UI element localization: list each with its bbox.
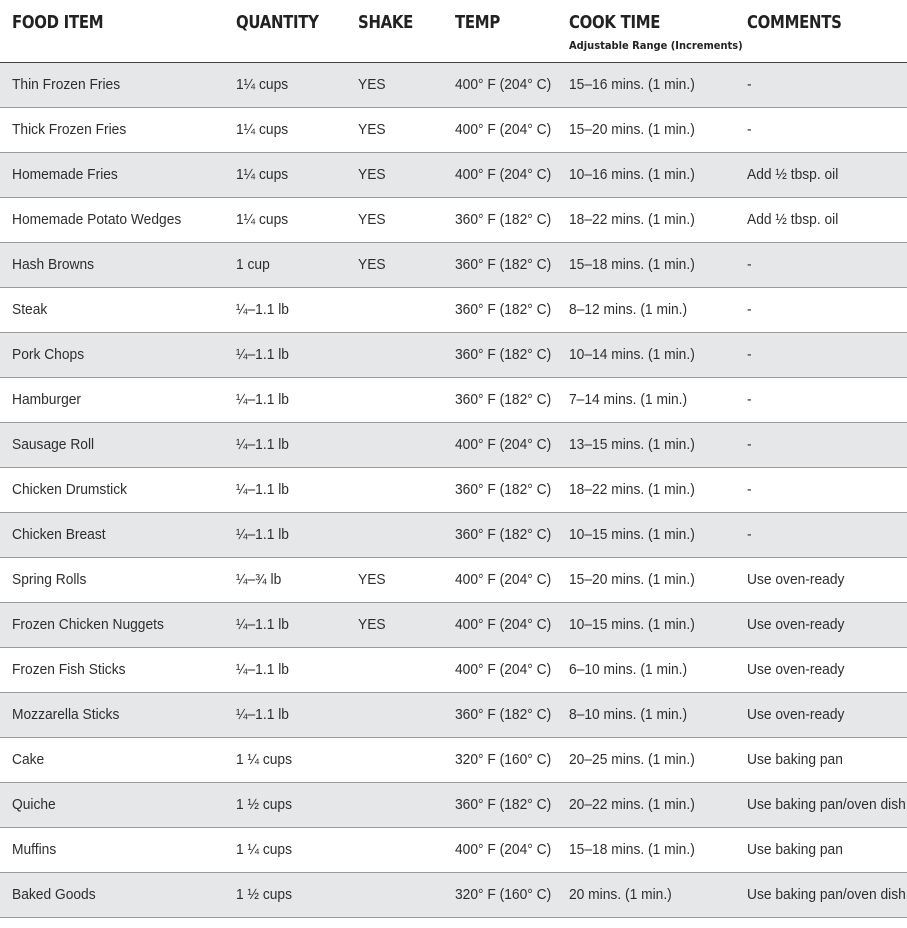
table-row bbox=[0, 828, 907, 873]
cook-time-cell: 7–14 mins. (1 min.) bbox=[569, 391, 688, 408]
header-temp: TEMP bbox=[455, 12, 500, 33]
quantity-cell: 1¼ cups bbox=[236, 121, 289, 138]
comments-cell: - bbox=[747, 391, 752, 408]
food-item-cell: Homemade Potato Wedges bbox=[12, 211, 182, 228]
temp-cell: 400° F (204° C) bbox=[455, 166, 552, 183]
temp-cell: 400° F (204° C) bbox=[455, 841, 552, 858]
cook-time-cell: 6–10 mins. (1 min.) bbox=[569, 661, 688, 678]
cook-time-cell: 15–20 mins. (1 min.) bbox=[569, 121, 695, 138]
comments-cell: Use baking pan/oven dish bbox=[747, 886, 906, 903]
temp-cell: 320° F (160° C) bbox=[455, 751, 552, 768]
cook-time-cell: 20–25 mins. (1 min.) bbox=[569, 751, 695, 768]
quantity-cell: ¼–1.1 lb bbox=[236, 526, 289, 543]
shake-cell: YES bbox=[358, 256, 386, 273]
shake-cell: YES bbox=[358, 121, 386, 138]
table-row bbox=[0, 108, 907, 153]
cook-time-cell: 20–22 mins. (1 min.) bbox=[569, 796, 695, 813]
food-item-cell: Sausage Roll bbox=[12, 436, 95, 453]
food-item-cell: Mozzarella Sticks bbox=[12, 706, 120, 723]
cook-time-cell: 15–20 mins. (1 min.) bbox=[569, 571, 695, 588]
shake-cell: YES bbox=[358, 616, 386, 633]
temp-cell: 400° F (204° C) bbox=[455, 616, 552, 633]
quantity-cell: 1 ½ cups bbox=[236, 796, 293, 813]
comments-cell: - bbox=[747, 121, 752, 138]
cook-time-cell: 10–14 mins. (1 min.) bbox=[569, 346, 695, 363]
food-item-cell: Homemade Fries bbox=[12, 166, 118, 183]
header-comments: COMMENTS bbox=[747, 12, 842, 33]
table-row bbox=[0, 603, 907, 648]
quantity-cell: ¼–¾ lb bbox=[236, 571, 282, 588]
comments-cell: - bbox=[747, 346, 752, 363]
temp-cell: 360° F (182° C) bbox=[455, 256, 552, 273]
shake-cell: YES bbox=[358, 571, 386, 588]
cook-time-cell: 18–22 mins. (1 min.) bbox=[569, 211, 695, 228]
header-cook-time: COOK TIME bbox=[569, 12, 661, 33]
quantity-cell: ¼–1.1 lb bbox=[236, 616, 289, 633]
food-item-cell: Frozen Fish Sticks bbox=[12, 661, 126, 678]
comments-cell: - bbox=[747, 256, 752, 273]
food-item-cell: Hash Browns bbox=[12, 256, 95, 273]
cook-time-cell: 20 mins. (1 min.) bbox=[569, 886, 672, 903]
header-quantity: QUANTITY bbox=[236, 12, 319, 33]
food-item-cell: Pork Chops bbox=[12, 346, 85, 363]
comments-cell: Use baking pan/oven dish bbox=[747, 796, 906, 813]
temp-cell: 400° F (204° C) bbox=[455, 571, 552, 588]
table-row bbox=[0, 513, 907, 558]
food-item-cell: Spring Rolls bbox=[12, 571, 87, 588]
food-item-cell: Chicken Breast bbox=[12, 526, 106, 543]
temp-cell: 360° F (182° C) bbox=[455, 211, 552, 228]
cook-time-cell: 10–16 mins. (1 min.) bbox=[569, 166, 695, 183]
table-row bbox=[0, 468, 907, 513]
cook-time-cell: 8–12 mins. (1 min.) bbox=[569, 301, 688, 318]
table-row bbox=[0, 243, 907, 288]
table-row bbox=[0, 63, 907, 108]
table-row bbox=[0, 288, 907, 333]
table-row bbox=[0, 873, 907, 918]
temp-cell: 360° F (182° C) bbox=[455, 796, 552, 813]
temp-cell: 360° F (182° C) bbox=[455, 301, 552, 318]
shake-cell: YES bbox=[358, 76, 386, 93]
food-item-cell: Frozen Chicken Nuggets bbox=[12, 616, 164, 633]
table-header bbox=[0, 0, 907, 62]
food-item-cell: Thin Frozen Fries bbox=[12, 76, 121, 93]
table-row bbox=[0, 198, 907, 243]
table-row bbox=[0, 783, 907, 828]
table-row bbox=[0, 333, 907, 378]
food-item-cell: Baked Goods bbox=[12, 886, 96, 903]
quantity-cell: ¼–1.1 lb bbox=[236, 706, 289, 723]
cook-time-cell: 15–16 mins. (1 min.) bbox=[569, 76, 695, 93]
quantity-cell: 1 ½ cups bbox=[236, 886, 293, 903]
cook-time-cell: 10–15 mins. (1 min.) bbox=[569, 526, 695, 543]
food-item-cell: Chicken Drumstick bbox=[12, 481, 128, 498]
comments-cell: - bbox=[747, 76, 752, 93]
comments-cell: - bbox=[747, 526, 752, 543]
quantity-cell: ¼–1.1 lb bbox=[236, 481, 289, 498]
quantity-cell: 1 ¼ cups bbox=[236, 751, 293, 768]
comments-cell: Use oven-ready bbox=[747, 706, 845, 723]
table-row bbox=[0, 738, 907, 783]
temp-cell: 400° F (204° C) bbox=[455, 121, 552, 138]
comments-cell: - bbox=[747, 436, 752, 453]
comments-cell: Use oven-ready bbox=[747, 571, 845, 588]
table-row bbox=[0, 648, 907, 693]
food-item-cell: Quiche bbox=[12, 796, 56, 813]
table-row bbox=[0, 378, 907, 423]
shake-cell: YES bbox=[358, 166, 386, 183]
quantity-cell: ¼–1.1 lb bbox=[236, 391, 289, 408]
quantity-cell: 1¼ cups bbox=[236, 166, 289, 183]
temp-cell: 360° F (182° C) bbox=[455, 706, 552, 723]
comments-cell: - bbox=[747, 301, 752, 318]
comments-cell: Use baking pan bbox=[747, 841, 843, 858]
food-item-cell: Thick Frozen Fries bbox=[12, 121, 127, 138]
table-row bbox=[0, 153, 907, 198]
temp-cell: 320° F (160° C) bbox=[455, 886, 552, 903]
cook-time-cell: 15–18 mins. (1 min.) bbox=[569, 256, 695, 273]
comments-cell: Add ½ tbsp. oil bbox=[747, 211, 839, 228]
comments-cell: - bbox=[747, 481, 752, 498]
quantity-cell: 1¼ cups bbox=[236, 76, 289, 93]
table-body bbox=[0, 63, 907, 918]
comments-cell: Use oven-ready bbox=[747, 661, 845, 678]
table-row bbox=[0, 423, 907, 468]
temp-cell: 360° F (182° C) bbox=[455, 481, 552, 498]
cook-time-cell: 15–18 mins. (1 min.) bbox=[569, 841, 695, 858]
shake-cell: YES bbox=[358, 211, 386, 228]
temp-cell: 400° F (204° C) bbox=[455, 436, 552, 453]
quantity-cell: 1 cup bbox=[236, 256, 270, 273]
cook-time-cell: 8–10 mins. (1 min.) bbox=[569, 706, 688, 723]
cook-time-cell: 18–22 mins. (1 min.) bbox=[569, 481, 695, 498]
table-row bbox=[0, 558, 907, 603]
quantity-cell: ¼–1.1 lb bbox=[236, 301, 289, 318]
comments-cell: Add ½ tbsp. oil bbox=[747, 166, 839, 183]
food-item-cell: Muffins bbox=[12, 841, 57, 858]
table-row bbox=[0, 693, 907, 738]
quantity-cell: 1 ¼ cups bbox=[236, 841, 293, 858]
temp-cell: 360° F (182° C) bbox=[455, 346, 552, 363]
temp-cell: 400° F (204° C) bbox=[455, 661, 552, 678]
comments-cell: Use baking pan bbox=[747, 751, 843, 768]
quantity-cell: ¼–1.1 lb bbox=[236, 436, 289, 453]
temp-cell: 400° F (204° C) bbox=[455, 76, 552, 93]
cook-time-cell: 10–15 mins. (1 min.) bbox=[569, 616, 695, 633]
comments-cell: Use oven-ready bbox=[747, 616, 845, 633]
quantity-cell: ¼–1.1 lb bbox=[236, 346, 289, 363]
temp-cell: 360° F (182° C) bbox=[455, 391, 552, 408]
food-item-cell: Hamburger bbox=[12, 391, 82, 408]
header-cook-time-subtitle: Adjustable Range (Increments) bbox=[569, 39, 743, 52]
cook-time-cell: 13–15 mins. (1 min.) bbox=[569, 436, 695, 453]
temp-cell: 360° F (182° C) bbox=[455, 526, 552, 543]
food-item-cell: Cake bbox=[12, 751, 45, 768]
quantity-cell: ¼–1.1 lb bbox=[236, 661, 289, 678]
food-item-cell: Steak bbox=[12, 301, 48, 318]
header-food-item: FOOD ITEM bbox=[12, 12, 104, 33]
quantity-cell: 1¼ cups bbox=[236, 211, 289, 228]
header-shake: SHAKE bbox=[358, 12, 414, 33]
